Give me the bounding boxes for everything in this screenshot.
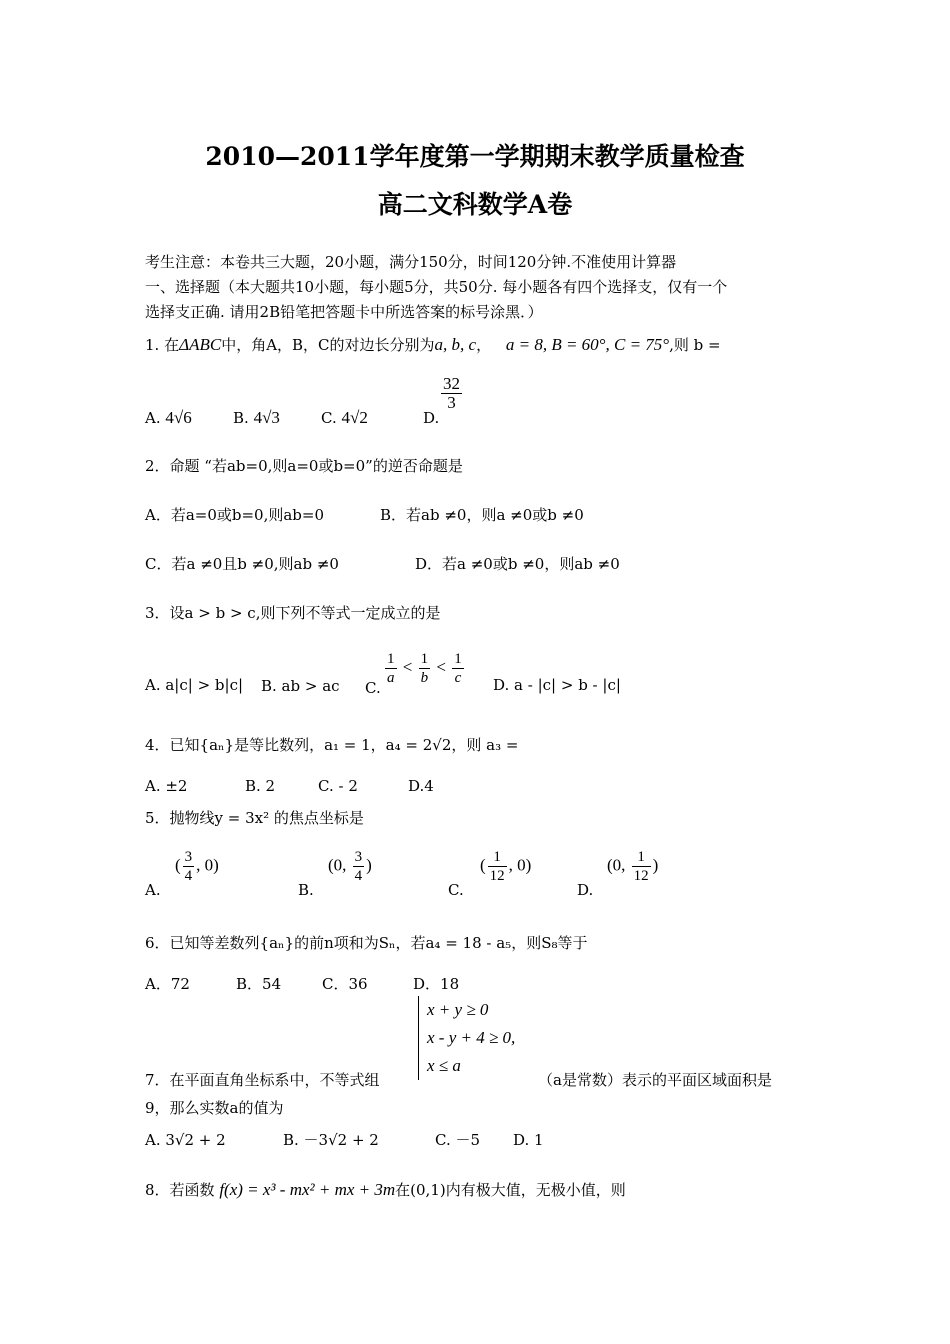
q4-stem: 4．已知{aₙ}是等比数列，a₁ = 1，a₄ = 2√2，则 a₃ = bbox=[145, 736, 519, 754]
q5-option-a-value: ( $\frac{3}{4}$ , 0) bbox=[175, 849, 219, 884]
q1-options bbox=[145, 372, 845, 432]
q7-option-d: D. 1 bbox=[513, 1131, 544, 1149]
q2-option-d: D．若a ≠0或b ≠0，则ab ≠0 bbox=[415, 555, 620, 573]
q3-option-b: B. ab > ac bbox=[261, 677, 340, 695]
q6-option-b: B．54 bbox=[236, 975, 282, 993]
q4-option-d: D.4 bbox=[408, 777, 434, 795]
q2-option-c: C．若a ≠0且b ≠0,则ab ≠0 bbox=[145, 555, 339, 573]
q3-option-d: D. a - |c| > b - |c| bbox=[493, 676, 621, 694]
q7-option-a: A. 3√2 + 2 bbox=[145, 1131, 226, 1149]
q1-option-d-label: D. bbox=[423, 409, 440, 427]
q3-option-c-fractions: $\frac{1}{a}$ < $\frac{1}{b}$ < $\frac{1}{c}$ bbox=[387, 651, 462, 686]
q5-option-b-label: B. bbox=[298, 881, 314, 899]
page-subtitle: 高二文科数学A卷 bbox=[377, 190, 573, 219]
q2-stem: 2．命题 “若ab=0,则a=0或b=0”的逆否命题是 bbox=[145, 457, 463, 475]
q3-option-c-label: C. bbox=[365, 679, 381, 697]
q1-option-d-fraction: $\frac{32}{3}$ bbox=[443, 374, 460, 412]
q6-option-a: A．72 bbox=[145, 975, 190, 993]
q4-option-c: C. - 2 bbox=[318, 777, 358, 795]
q7-inequality-system: x + y ≥ 0 x - y + 4 ≥ 0, x ≤ a bbox=[418, 996, 515, 1080]
q4-option-a: A. ±2 bbox=[145, 777, 188, 795]
q1-option-a: A. 4√6 bbox=[145, 408, 192, 427]
q5-stem: 5．抛物线y = 3x² 的焦点坐标是 bbox=[145, 809, 364, 827]
q1-option-c: C. 4√2 bbox=[321, 408, 368, 427]
q2-option-a: A．若a=0或b=0,则ab=0 bbox=[145, 506, 325, 524]
q5-options bbox=[145, 848, 845, 898]
q6-stem: 6．已知等差数列{aₙ}的前n项和为Sₙ，若a₄ = 18 - a₅，则S₈等于 bbox=[145, 934, 588, 952]
q5-option-d-value: (0, $\frac{1}{12}$ ) bbox=[607, 849, 659, 884]
q7-stem-b: （a是常数）表示的平面区域面积是 bbox=[538, 1071, 772, 1089]
q5-option-c-label: C. bbox=[448, 881, 464, 899]
q4-option-b: B. 2 bbox=[245, 777, 276, 795]
q8-stem: 8．若函数 f(x) = x³ - mx² + mx + 3m在(0,1)内有极大值，无极小值，则 bbox=[145, 1180, 626, 1199]
exam-notice: 考生注意：本卷共三大题，20小题，满分150分，时间120分钟.不准使用计算器 bbox=[145, 253, 677, 271]
q1-option-b: B. 4√3 bbox=[233, 408, 280, 427]
q3-stem: 3．设a > b > c,则下列不等式一定成立的是 bbox=[145, 604, 441, 622]
q7-stem-a: 7．在平面直角坐标系中，不等式组 bbox=[145, 1071, 380, 1089]
q3-options bbox=[145, 650, 805, 700]
q7-option-c: C. －5 bbox=[435, 1131, 481, 1149]
q5-option-c-value: ( $\frac{1}{12}$ , 0) bbox=[480, 849, 532, 884]
q7-option-b: B. －3√2 + 2 bbox=[283, 1131, 379, 1149]
q1-stem: 1. 在ΔABC中，角A，B，C的对边长分别为a, b, c， a = 8, B = 60°, C = 75°,则 b = bbox=[145, 335, 721, 354]
q5-option-d-label: D. bbox=[577, 881, 594, 899]
q5-option-a-label: A. bbox=[145, 881, 161, 899]
section1-intro-line2: 选择支正确. 请用2B铅笔把答题卡中所选答案的标号涂黑．） bbox=[145, 303, 543, 321]
q3-option-a: A. a|c| > b|c| bbox=[145, 676, 244, 694]
q6-option-c: C．36 bbox=[322, 975, 368, 993]
q5-option-b-value: (0, $\frac{3}{4}$ ) bbox=[328, 849, 372, 884]
page-title: 2010—2011学年度第一学期期末教学质量检查 bbox=[205, 142, 745, 171]
section1-intro-line1: 一、选择题（本大题共10小题，每小题5分，共50分. 每小题各有四个选择支，仅有一个 bbox=[145, 278, 728, 296]
q7-stem-c: 9，那么实数a的值为 bbox=[145, 1099, 284, 1117]
q6-option-d: D．18 bbox=[413, 975, 460, 993]
q2-option-b: B．若ab ≠0，则a ≠0或b ≠0 bbox=[380, 506, 584, 524]
